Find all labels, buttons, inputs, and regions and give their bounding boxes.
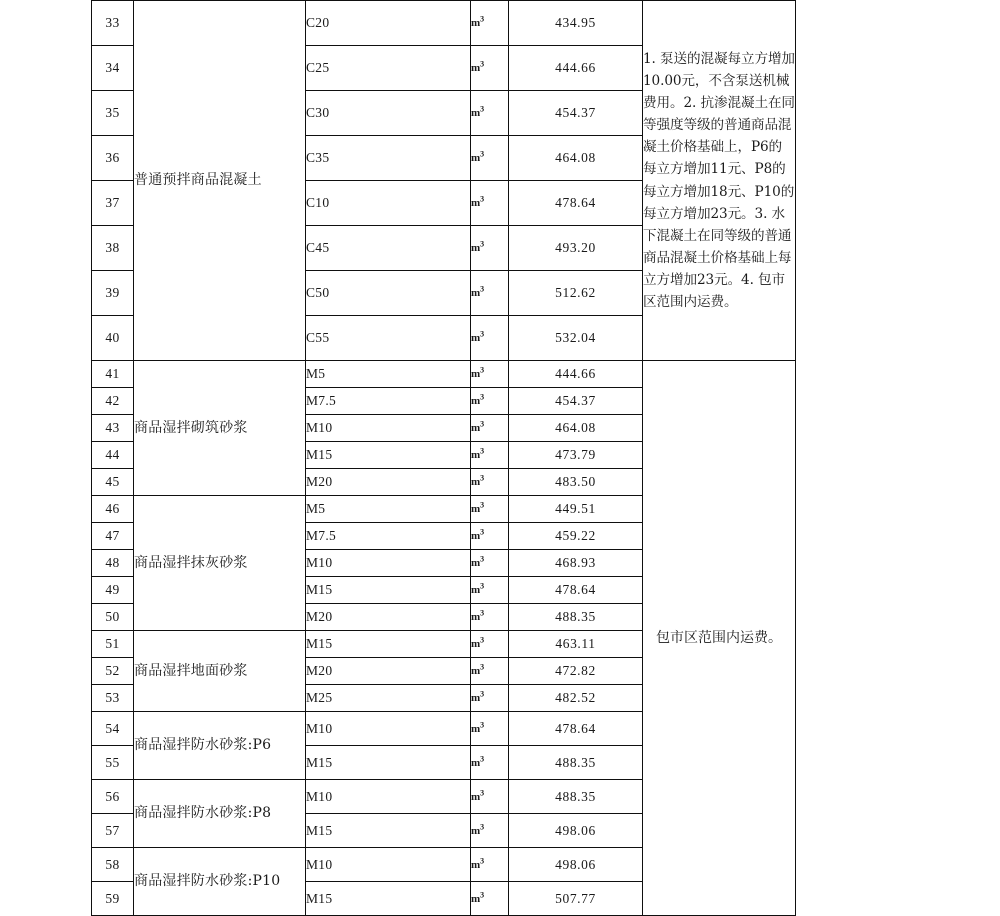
product-unit: $m^3$ [471, 848, 509, 882]
row-number: 47 [92, 523, 134, 550]
product-unit: $m^3$ [471, 631, 509, 658]
product-unit: $m^3$ [471, 814, 509, 848]
row-number: 37 [92, 181, 134, 226]
row-number: 49 [92, 577, 134, 604]
product-unit: $m^3$ [471, 46, 509, 91]
product-price: 472.82 [509, 658, 643, 685]
product-spec: M10 [306, 780, 471, 814]
product-name: 商品湿拌地面砂浆 [134, 631, 306, 712]
product-unit: $m^3$ [471, 604, 509, 631]
product-spec: C50 [306, 271, 471, 316]
product-unit: $m^3$ [471, 496, 509, 523]
product-spec: C55 [306, 316, 471, 361]
product-spec: M25 [306, 685, 471, 712]
product-spec: M10 [306, 550, 471, 577]
product-price: 444.66 [509, 46, 643, 91]
product-unit: $m^3$ [471, 316, 509, 361]
row-number: 59 [92, 882, 134, 916]
product-price: 488.35 [509, 746, 643, 780]
product-spec: C35 [306, 136, 471, 181]
row-number: 38 [92, 226, 134, 271]
product-price: 493.20 [509, 226, 643, 271]
product-price: 498.06 [509, 848, 643, 882]
product-unit: $m^3$ [471, 1, 509, 46]
mortar-remark: 包市区范围内运费。 [643, 361, 796, 916]
product-spec: M20 [306, 604, 471, 631]
product-spec: C45 [306, 226, 471, 271]
product-spec: M15 [306, 746, 471, 780]
product-price: 454.37 [509, 91, 643, 136]
row-number: 39 [92, 271, 134, 316]
product-price: 512.62 [509, 271, 643, 316]
product-price: 434.95 [509, 1, 643, 46]
product-price: 468.93 [509, 550, 643, 577]
product-unit: $m^3$ [471, 746, 509, 780]
product-price: 482.52 [509, 685, 643, 712]
concrete-remark: 1. 泵送的混凝每立方增加10.00元，不含泵送机械费用。2. 抗渗混凝土在同等强度等级的普通商品混凝土价格基础上，P6的每立方增加11元、P8的每立方增加18元、P10的每立方增加23元。3. 水下混凝土在同等级的普通商品混凝土价格基础上每立方增加23元。4. 包市区范围内运费。 [643, 1, 796, 361]
product-price: 444.66 [509, 361, 643, 388]
product-unit: $m^3$ [471, 361, 509, 388]
product-unit: $m^3$ [471, 685, 509, 712]
product-unit: $m^3$ [471, 882, 509, 916]
product-spec: M10 [306, 712, 471, 746]
product-spec: M5 [306, 496, 471, 523]
price-table-body [92, 1, 796, 916]
row-number: 57 [92, 814, 134, 848]
product-price: 488.35 [509, 780, 643, 814]
product-name: 商品湿拌砌筑砂浆 [134, 361, 306, 496]
product-spec: M7.5 [306, 388, 471, 415]
product-spec: M10 [306, 848, 471, 882]
product-price: 464.08 [509, 415, 643, 442]
product-price: 532.04 [509, 316, 643, 361]
table-row [92, 1, 796, 46]
row-number: 34 [92, 46, 134, 91]
row-number: 44 [92, 442, 134, 469]
product-price: 459.22 [509, 523, 643, 550]
product-unit: $m^3$ [471, 91, 509, 136]
product-unit: $m^3$ [471, 388, 509, 415]
product-name: 商品湿拌防水砂浆:P6 [134, 712, 306, 780]
product-spec: C10 [306, 181, 471, 226]
row-number: 58 [92, 848, 134, 882]
row-number: 55 [92, 746, 134, 780]
row-number: 46 [92, 496, 134, 523]
product-unit: $m^3$ [471, 136, 509, 181]
row-number: 40 [92, 316, 134, 361]
product-spec: M5 [306, 361, 471, 388]
product-spec: C25 [306, 46, 471, 91]
product-spec: M15 [306, 882, 471, 916]
product-unit: $m^3$ [471, 577, 509, 604]
product-unit: $m^3$ [471, 271, 509, 316]
row-number: 48 [92, 550, 134, 577]
product-price: 478.64 [509, 712, 643, 746]
product-spec: M20 [306, 469, 471, 496]
product-price: 454.37 [509, 388, 643, 415]
row-number: 50 [92, 604, 134, 631]
product-unit: $m^3$ [471, 523, 509, 550]
product-unit: $m^3$ [471, 226, 509, 271]
product-price: 507.77 [509, 882, 643, 916]
row-number: 43 [92, 415, 134, 442]
row-number: 52 [92, 658, 134, 685]
product-unit: $m^3$ [471, 658, 509, 685]
product-unit: $m^3$ [471, 712, 509, 746]
product-price: 478.64 [509, 577, 643, 604]
row-number: 53 [92, 685, 134, 712]
row-number: 41 [92, 361, 134, 388]
price-table [91, 0, 796, 916]
product-unit: $m^3$ [471, 415, 509, 442]
product-spec: M15 [306, 577, 471, 604]
product-price: 449.51 [509, 496, 643, 523]
product-spec: M15 [306, 814, 471, 848]
product-price: 483.50 [509, 469, 643, 496]
product-price: 498.06 [509, 814, 643, 848]
row-number: 36 [92, 136, 134, 181]
product-spec: C30 [306, 91, 471, 136]
product-unit: $m^3$ [471, 780, 509, 814]
product-price: 488.35 [509, 604, 643, 631]
product-price: 464.08 [509, 136, 643, 181]
product-unit: $m^3$ [471, 181, 509, 226]
product-spec: M15 [306, 442, 471, 469]
row-number: 33 [92, 1, 134, 46]
row-number: 35 [92, 91, 134, 136]
row-number: 54 [92, 712, 134, 746]
product-unit: $m^3$ [471, 442, 509, 469]
product-price: 463.11 [509, 631, 643, 658]
table-row [92, 361, 796, 388]
product-spec: C20 [306, 1, 471, 46]
row-number: 45 [92, 469, 134, 496]
product-spec: M7.5 [306, 523, 471, 550]
product-price: 478.64 [509, 181, 643, 226]
row-number: 56 [92, 780, 134, 814]
product-name: 商品湿拌防水砂浆:P10 [134, 848, 306, 916]
product-unit: $m^3$ [471, 550, 509, 577]
product-name: 商品湿拌抹灰砂浆 [134, 496, 306, 631]
product-spec: M15 [306, 631, 471, 658]
product-unit: $m^3$ [471, 469, 509, 496]
product-spec: M20 [306, 658, 471, 685]
product-name: 商品湿拌防水砂浆:P8 [134, 780, 306, 848]
row-number: 51 [92, 631, 134, 658]
product-spec: M10 [306, 415, 471, 442]
product-price: 473.79 [509, 442, 643, 469]
row-number: 42 [92, 388, 134, 415]
product-name: 普通预拌商品混凝土 [134, 1, 306, 361]
